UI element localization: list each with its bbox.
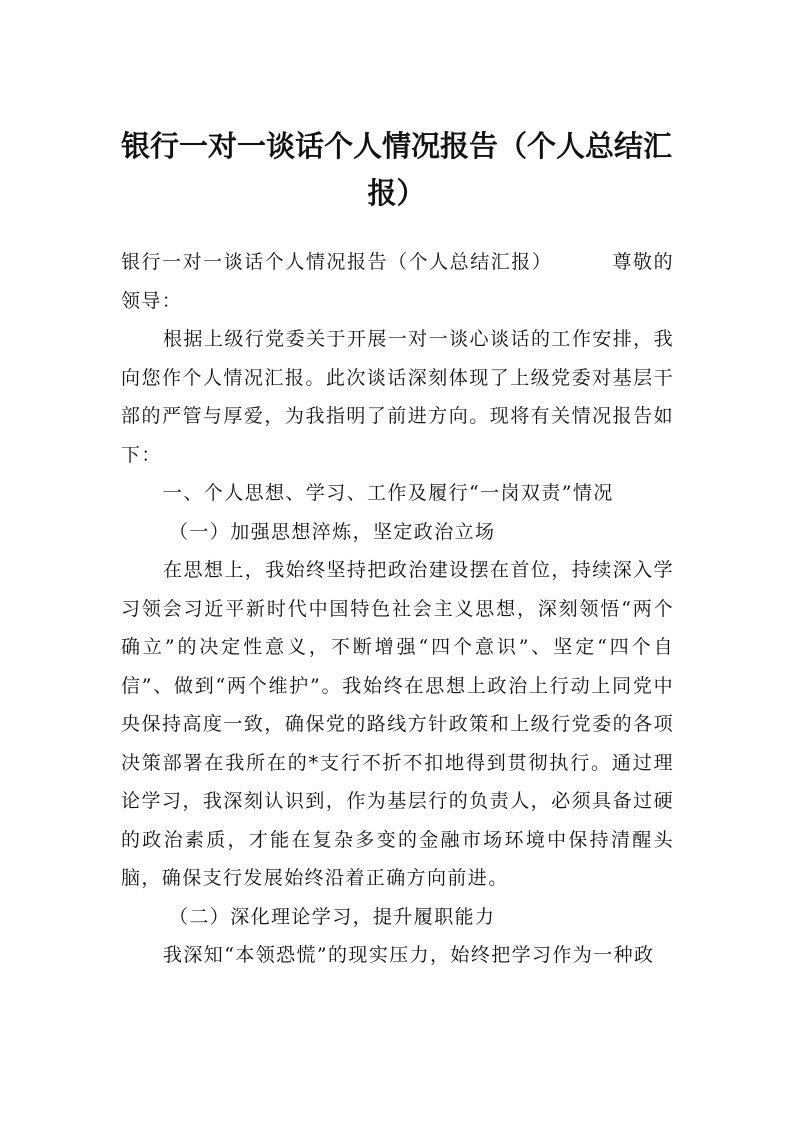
subsection-heading-1: （一）加强思想淬炼，坚定政治立场	[169, 520, 496, 543]
section-heading-1: 一、个人思想、学习、工作及履行“一岗双责”情况	[163, 482, 614, 504]
salutation: 尊敬的领导：	[121, 251, 674, 312]
subsection-heading-2: （二）深化理论学习，提升履职能力	[169, 905, 496, 928]
document-title: 银行一对一谈话个人情况报告（个人总结汇报）	[120, 129, 672, 210]
document-body	[121, 243, 674, 975]
paragraph-thought: 在思想上，我始终坚持把政治建设摆在首位，持续深入学习领会习近平新时代中国特色社会主义思想，深刻领悟“两个确立”的决定性意义，不断增强“四个意识”、坚定“四个自信”、做到“两个维护”。我始终在思想上政治上行动上同党中央保持高度一致，确保党的路线方针政策和上级行党委的各项决策部署在我所在的*支行不折不扣地得到贯彻执行。通过理论学习，我深刻认识到，作为基层行的负责人，必须具备过硬的政治素质，才能在复杂多变的金融市场环境中保持清醒头脑，确保支行发展始终沿着正确方向前进。	[121, 559, 674, 889]
intro-line	[121, 243, 674, 320]
paragraph-opening: 根据上级行党委关于开展一对一谈心谈话的工作安排，我向您作个人情况汇报。此次谈话深刻体现了上级党委对基层干部的严管与厚爱，为我指明了前进方向。现将有关情况报告如下：	[121, 328, 674, 466]
intro-heading: 银行一对一谈话个人情况报告（个人总结汇报）	[121, 251, 553, 273]
paragraph-study: 我深知“本领恐慌”的现实压力，始终把学习作为一种政	[163, 944, 655, 966]
